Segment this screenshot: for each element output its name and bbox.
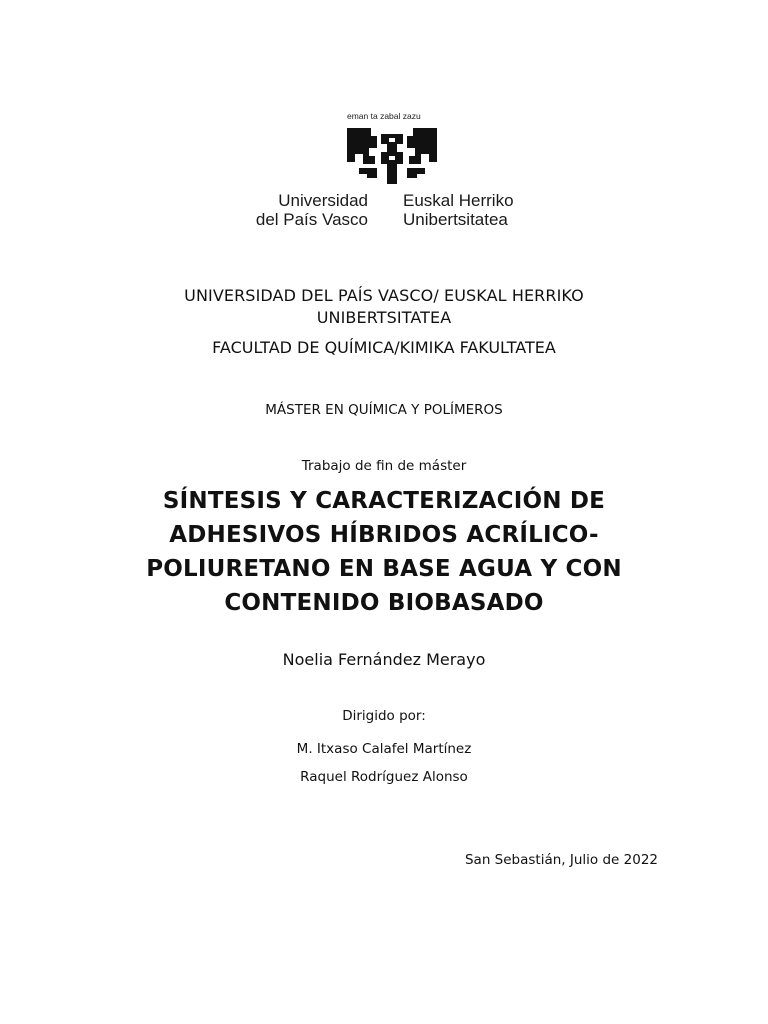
directors-list [0, 735, 768, 791]
faculty-name: FACULTAD DE QUÍMICA/KIMIKA FAKULTATEA [212, 338, 556, 357]
logo-name-basque [403, 191, 514, 229]
institution-name [0, 285, 768, 329]
directed-by-label: Dirigido por: [342, 708, 426, 724]
logo-name-spanish-line1: Universidad [278, 191, 368, 210]
program-name: MÁSTER EN QUÍMICA Y POLÍMEROS [265, 402, 503, 418]
document-type: Trabajo de fin de máster [301, 458, 467, 474]
thesis-title-line-2: ADHESIVOS HÍBRIDOS ACRÍLICO- [169, 522, 599, 548]
logo-name-spanish-line2: del País Vasco [255, 210, 368, 229]
director-2: Raquel Rodríguez Alonso [300, 769, 468, 785]
thesis-title-line-4: CONTENIDO BIOBASADO [224, 590, 544, 616]
director-1: M. Itxaso Calafel Martínez [296, 741, 472, 757]
thesis-title-line-1: SÍNTESIS Y CARACTERIZACIÓN DE [162, 488, 606, 514]
place-and-date: San Sebastián, Julio de 2022 [464, 852, 658, 868]
institution-line-1: UNIVERSIDAD DEL PAÍS VASCO/ EUSKAL HERRIKO [184, 286, 584, 305]
thesis-title-line-3: POLIURETANO EN BASE AGUA Y CON [146, 556, 622, 582]
institution-line-2: UNIBERTSITATEA [316, 308, 452, 327]
logo-name-spanish [256, 191, 368, 229]
university-emblem-icon [345, 124, 439, 186]
logo-motto: eman ta zabal zazu [347, 111, 421, 121]
author-name: Noelia Fernández Merayo [282, 650, 486, 669]
logo-name-basque-line2: Unibertsitatea [403, 210, 508, 229]
logo-name-basque-line1: Euskal Herriko [403, 191, 514, 210]
university-logo [0, 108, 768, 233]
thesis-title [120, 484, 648, 620]
